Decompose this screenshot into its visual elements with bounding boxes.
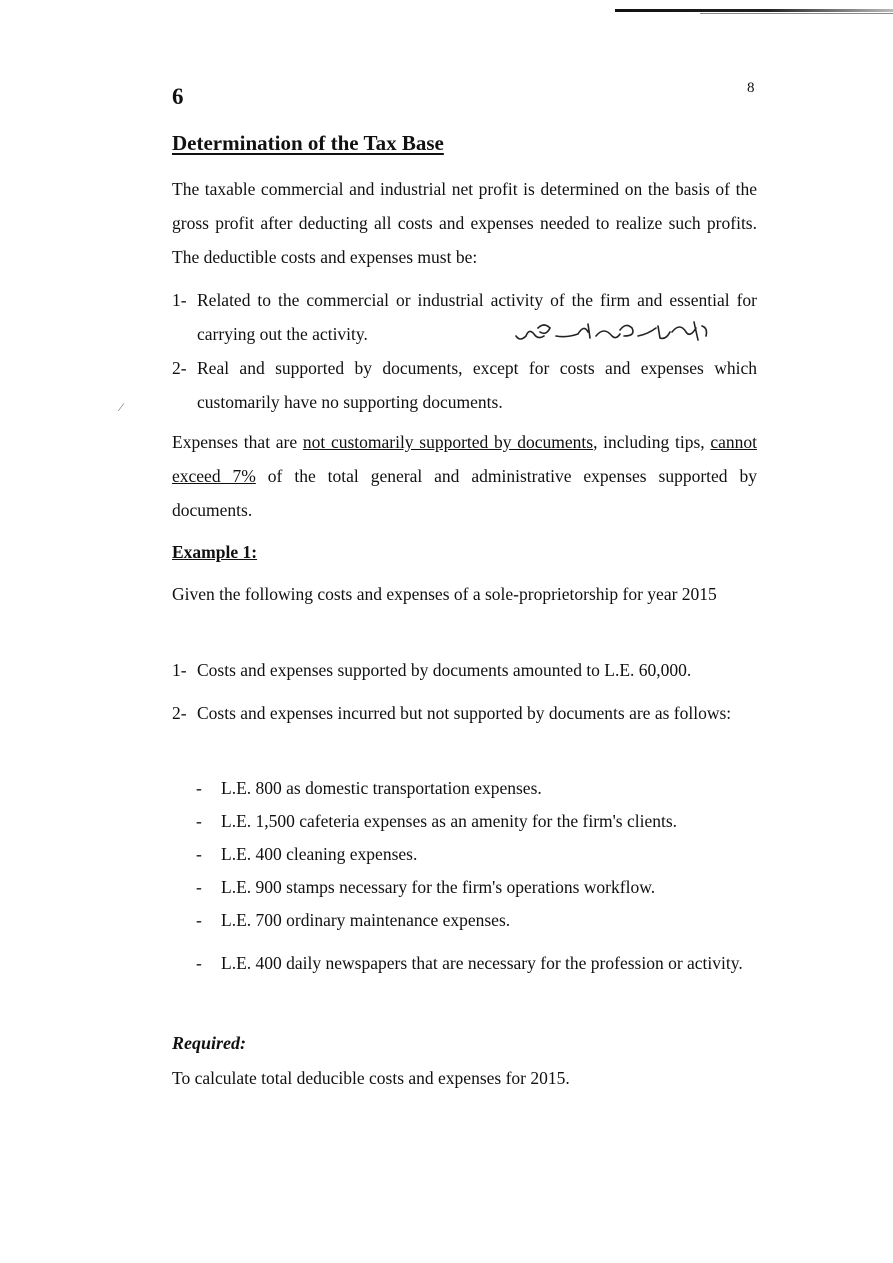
list-item: - L.E. 1,500 cafeteria expenses as an amenity for the firm's clients. <box>196 811 678 831</box>
example-intro: Given the following costs and expenses of a sole-proprietorship for year 2015 <box>172 584 717 604</box>
example-item <box>172 653 757 687</box>
example-heading: Example 1: <box>172 542 258 562</box>
item-text: Costs and expenses supported by documents amounted to L.E. 60,000. <box>197 660 692 680</box>
item-number: 2- <box>172 703 187 723</box>
item-number: 1- <box>172 290 187 310</box>
item-number: 1- <box>172 660 187 680</box>
underlined-phrase: not customarily supported by documents <box>302 432 594 452</box>
scan-speck: ⁄ <box>120 400 123 414</box>
list-item: - L.E. 700 ordinary maintenance expenses. <box>196 910 511 930</box>
intro-paragraph: The taxable commercial and industrial net profit is determined on the basis of the gross profit after deducting all costs and expenses needed to realize such profits. The deductible costs and expenses must be: <box>172 179 757 267</box>
required-text: To calculate total deducible costs and expenses for 2015. <box>172 1068 570 1088</box>
list-item: - L.E. 800 as domestic transportation expenses. <box>196 778 542 798</box>
required-label: Required: <box>172 1033 246 1053</box>
scan-artifact-line <box>700 13 893 14</box>
condition-item <box>172 351 757 419</box>
item-number: 2- <box>172 358 187 378</box>
handwritten-annotation <box>508 314 718 350</box>
page-number: 6 <box>172 84 184 109</box>
item-text: Real and supported by documents, except for costs and expenses which customarily have no supporting documents. <box>197 358 757 412</box>
unsupported-expense-list <box>196 772 758 981</box>
scan-page-mark: 8 <box>747 80 755 96</box>
item-text: Costs and expenses incurred but not supported by documents are as follows: <box>197 703 732 723</box>
example-item <box>172 696 757 730</box>
list-item: - L.E. 400 daily newspapers that are necessary for the profession or activity. <box>196 953 743 973</box>
scan-artifact-line <box>615 9 893 12</box>
list-item: - L.E. 400 cleaning expenses. <box>196 844 418 864</box>
item-text: Related to the commercial or industrial activity of the firm and essential for carrying out the activity. <box>197 290 757 344</box>
list-item: - L.E. 900 stamps necessary for the firm's operations workflow. <box>196 877 656 897</box>
underlined-phrase: cannot exceed 7% <box>172 432 758 486</box>
section-title: Determination of the Tax Base <box>172 131 444 155</box>
expenses-note: Expenses that are not customarily supported by documents, including tips, cannot exceed 7% of the total general and administrative expenses supported by documents. <box>172 432 758 520</box>
